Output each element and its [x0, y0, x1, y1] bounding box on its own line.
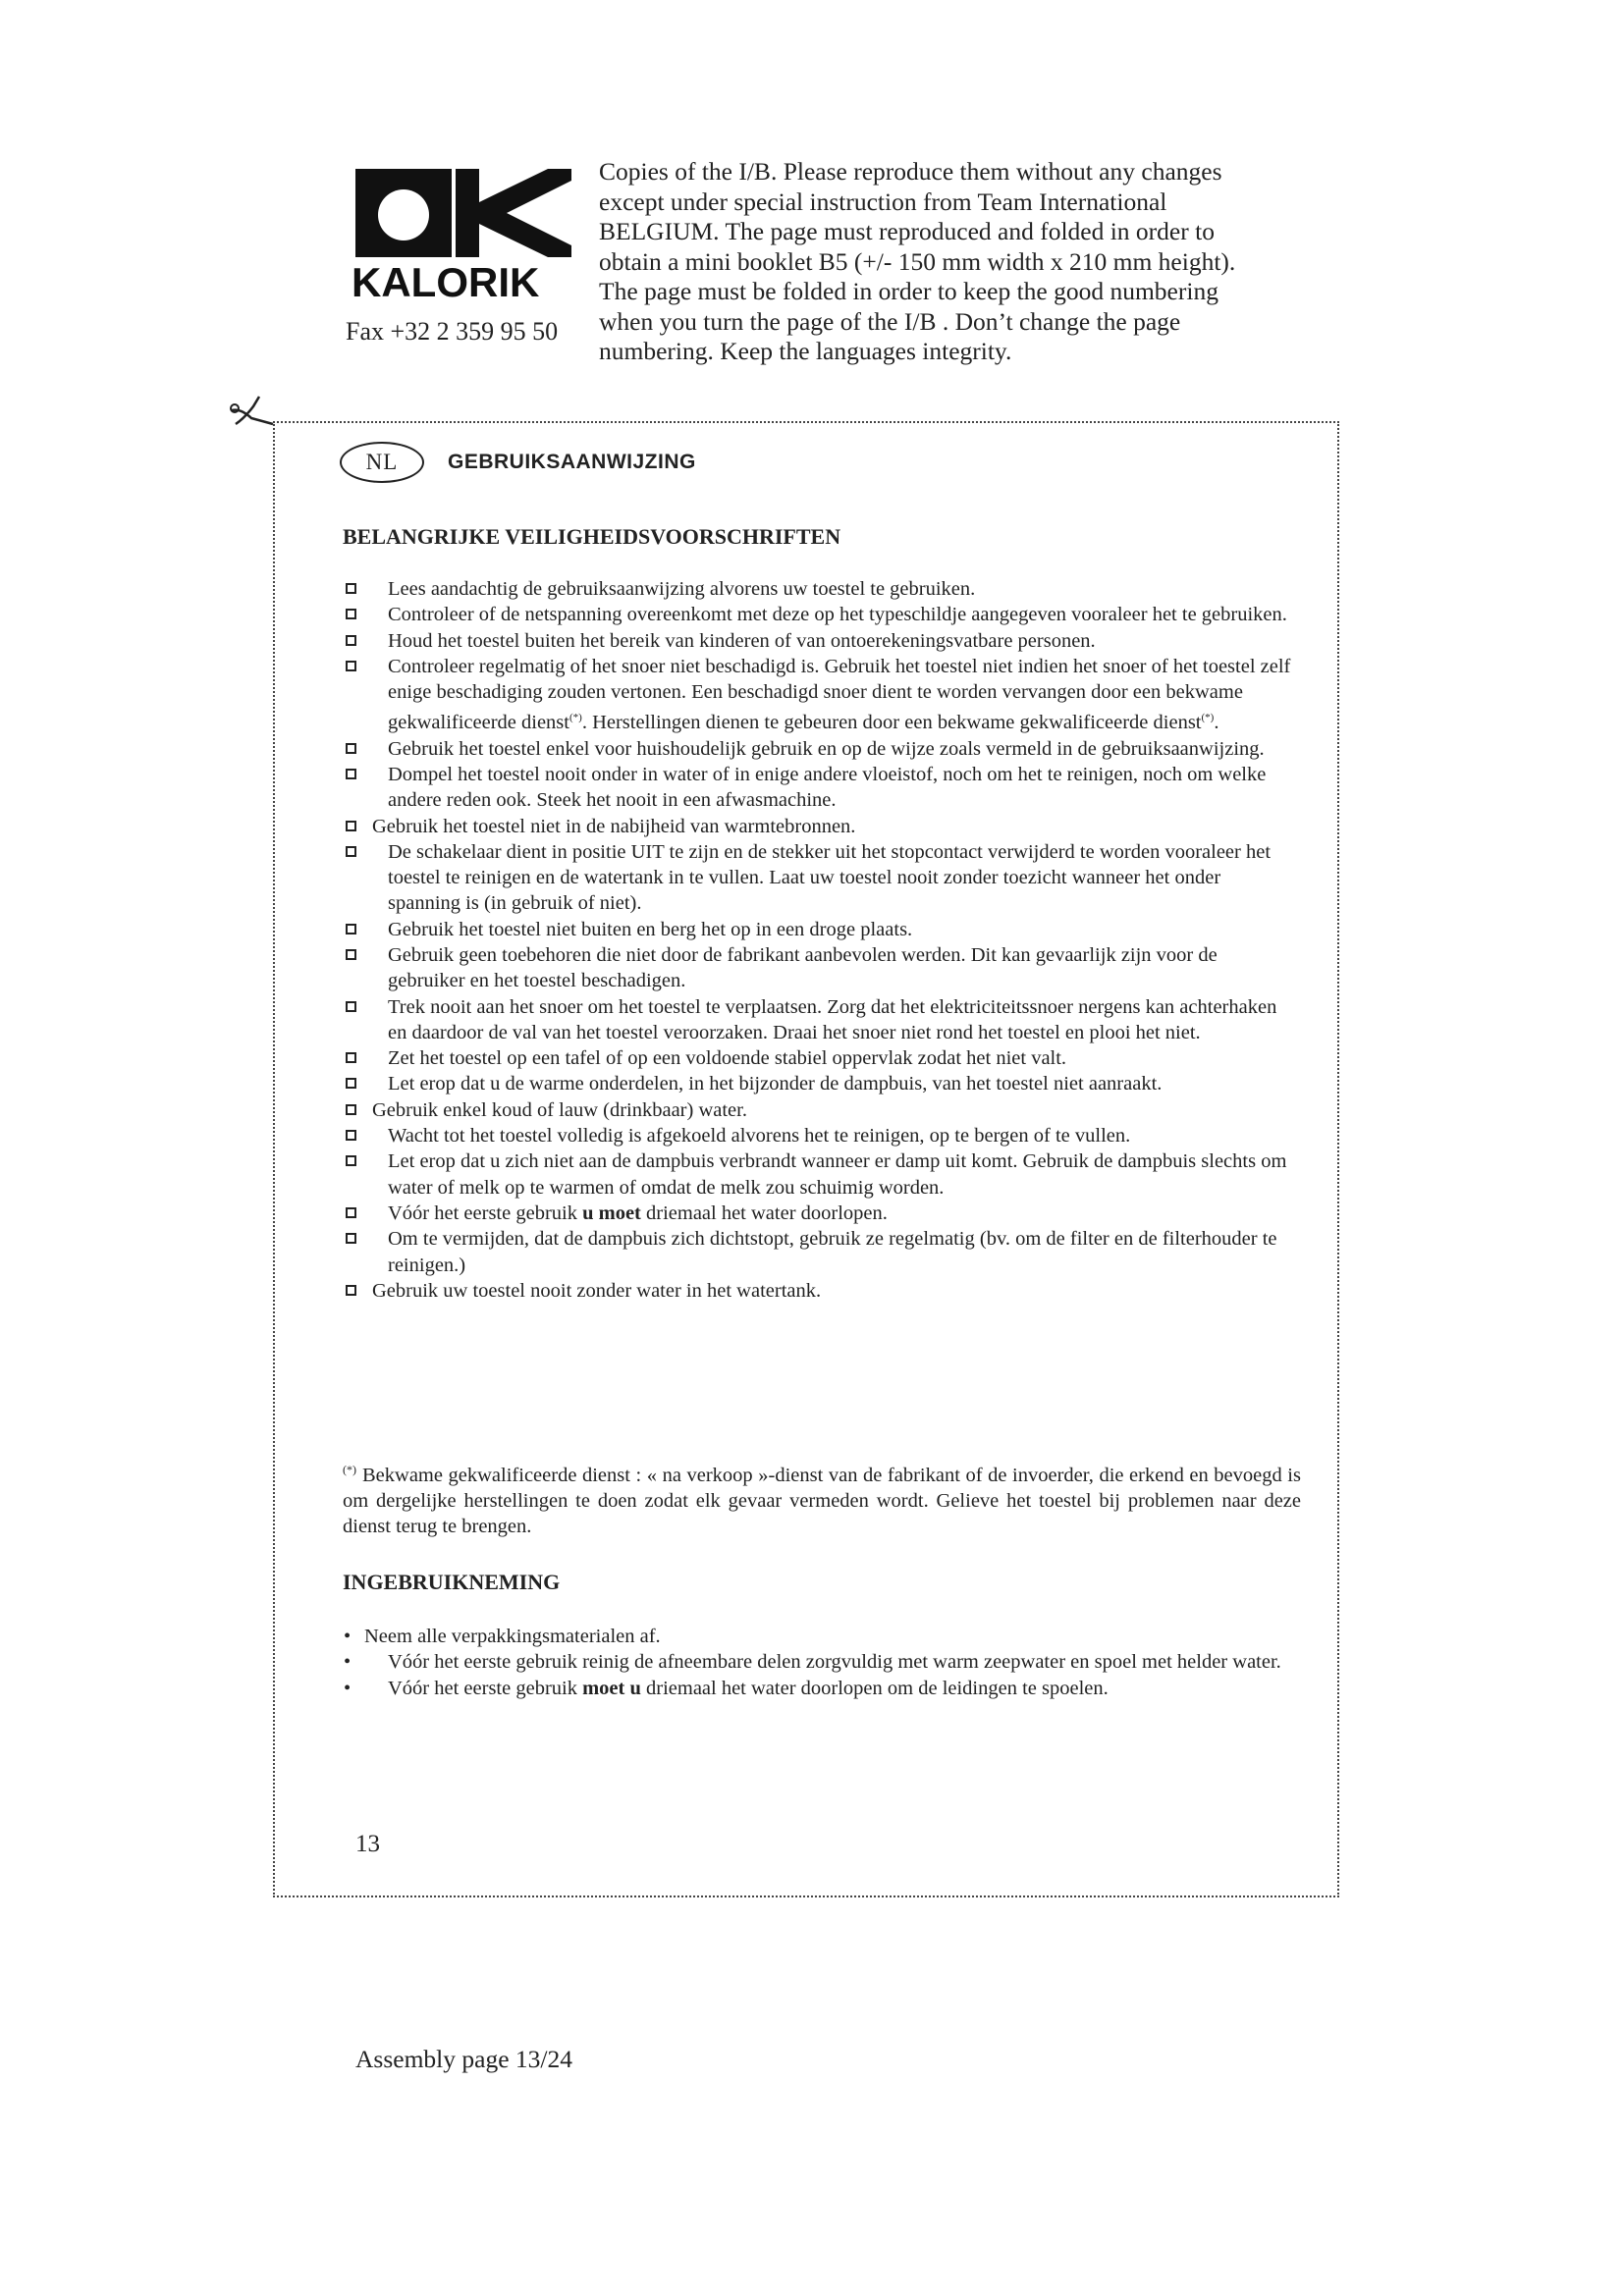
checkbox-icon — [346, 1001, 356, 1012]
note-line: Copies of the I/B. Please reproduce them without any changes — [599, 157, 1222, 186]
item-text: Vóór het eerste gebruik reinig de afneembare delen zorgvuldig met warm zeepwater en spoel met helder water. — [388, 1651, 1281, 1674]
bullet-icon: • — [344, 1626, 352, 1647]
item-text-end: . — [1214, 712, 1219, 734]
scissors-icon — [230, 395, 275, 430]
checkbox-icon — [346, 769, 356, 779]
item-text: Wacht tot het toestel volledig is afgekoeld alvorens het te reinigen, op te bergen of te vullen. — [388, 1125, 1131, 1148]
item-text-bold: moet u — [582, 1677, 641, 1699]
list-item — [343, 1071, 1295, 1096]
checkbox-icon — [346, 1104, 356, 1115]
list-item — [343, 1148, 1295, 1201]
list-item — [343, 654, 1295, 736]
checkbox-icon — [346, 1052, 356, 1063]
checkbox-icon — [346, 661, 356, 671]
item-text: Gebruik het toestel niet buiten en berg het op in een droge plaats. — [388, 918, 913, 940]
list-item — [343, 1201, 1295, 1226]
item-text: Trek nooit aan het snoer om het toestel te verplaatsen. Zorg dat het elektriciteitssnoer nergens kan achterhaken en daardoor de val van het toestel veroorzaken. Draai het snoer niet rond het toestel en plooi het niet. — [388, 995, 1277, 1043]
list-item — [343, 1624, 1285, 1649]
item-text: Gebruik enkel koud of lauw (drinkbaar) water. — [372, 1098, 747, 1121]
item-text: Controleer of de netspanning overeenkomt met deze op het typeschildje aangegeven vooraleer het te gebruiken. — [388, 604, 1287, 626]
assembly-page-label: Assembly page 13/24 — [355, 2045, 572, 2073]
item-text: Om te vermijden, dat de dampbuis zich dichtstopt, gebruik ze regelmatig (bv. om de filter en de filterhouder te reinigen.) — [388, 1228, 1277, 1276]
checkbox-icon — [346, 583, 356, 594]
item-text: Vóór het eerste gebruik — [388, 1677, 577, 1699]
kalorik-logo — [350, 167, 571, 300]
list-item — [343, 1097, 1295, 1123]
note-line: obtain a mini booklet B5 (+/- 150 mm width x 210 mm height). — [599, 246, 1236, 276]
checkbox-icon — [346, 846, 356, 857]
list-item — [343, 1676, 1285, 1701]
checkbox-icon — [346, 1207, 356, 1218]
list-item — [343, 628, 1295, 654]
start-list — [343, 1624, 1285, 1701]
note-line: numbering. Keep the languages integrity. — [599, 337, 1012, 365]
item-text: Gebruik uw toestel nooit zonder water in het watertank. — [372, 1279, 822, 1302]
list-item — [343, 1649, 1285, 1675]
checkbox-icon — [346, 821, 356, 831]
reproduction-note — [599, 157, 1276, 367]
footnote-mark: (*) — [343, 1463, 356, 1476]
item-text: Neem alle verpakkingsmaterialen af. — [364, 1626, 661, 1647]
checkbox-icon — [346, 924, 356, 934]
list-item — [343, 736, 1295, 762]
start-heading: INGEBRUIKNEMING — [343, 1570, 561, 1594]
item-text: Let erop dat u de warme onderdelen, in het bijzonder de dampbuis, van het toestel niet aanraakt. — [388, 1073, 1163, 1095]
list-item — [343, 1278, 1295, 1304]
note-line: when you turn the page of the I/B . Don’t change the page — [599, 306, 1181, 336]
item-text: Let erop dat u zich niet aan de dampbuis verbrandt wanneer er damp uit komt. Gebruik de dampbuis slechts om water of melk op te warmen of omdat de melk zou schuimig worden. — [388, 1150, 1287, 1199]
item-text: Gebruik het toestel niet in de nabijheid van warmtebronnen. — [372, 815, 856, 837]
logo-wordmark: KALORIK — [352, 259, 540, 300]
footnote — [343, 1457, 1301, 1540]
list-item — [343, 602, 1295, 627]
checkbox-icon — [346, 1155, 356, 1166]
manual-title: GEBRUIKSAANWIJZING — [448, 451, 696, 473]
list-item — [343, 994, 1295, 1046]
bullet-icon: • — [344, 1651, 352, 1674]
list-item — [343, 917, 1295, 942]
list-item — [343, 576, 1295, 602]
footnote-ref: (*) — [568, 712, 582, 724]
checkbox-icon — [346, 1233, 356, 1244]
safety-list — [343, 576, 1295, 1304]
safety-heading: BELANGRIJKE VEILIGHEIDSVOORSCHRIFTEN — [343, 524, 841, 549]
kalorik-logo-icon — [350, 167, 571, 300]
note-line: The page must be folded in order to keep the good numbering — [599, 277, 1218, 305]
fax-number: Fax +32 2 359 95 50 — [346, 317, 559, 346]
item-text-tail: driemaal het water doorlopen om de leidingen te spoelen. — [646, 1677, 1109, 1699]
footnote-ref: (*) — [1201, 712, 1215, 724]
list-item — [343, 814, 1295, 839]
note-line: BELGIUM. The page must reproduced and folded in order to — [599, 217, 1215, 245]
list-item — [343, 1226, 1295, 1278]
item-text: Dompel het toestel nooit onder in water of in enige andere vloeistof, noch om het te reinigen, noch om welke andere reden ook. Steek het nooit in een afwasmachine. — [388, 763, 1267, 812]
checkbox-icon — [346, 609, 356, 619]
note-line: except under special instruction from Team International — [599, 187, 1167, 216]
item-text: Gebruik geen toebehoren die niet door de fabrikant aanbevolen werden. Dit kan gevaarlijk zijn voor de gebruiker en het toestel beschadigen. — [388, 943, 1218, 992]
item-text-tail: . Herstellingen dienen te gebeuren door een bekwame gekwalificeerde dienst — [581, 712, 1202, 734]
footnote-text: Bekwame gekwalificeerde dienst : « na verkoop »-dienst van de fabrikant of de invoerder, die erkend en bevoegd is om dergelijke herstellingen te doen zodat elk gevaar vermeden wordt. Gelieve het toestel bij problemen naar deze dienst terug te brengen. — [343, 1464, 1301, 1538]
checkbox-icon — [346, 1078, 356, 1089]
checkbox-icon — [346, 635, 356, 646]
bullet-icon: • — [344, 1677, 352, 1699]
list-item — [343, 1045, 1295, 1071]
list-item — [343, 839, 1295, 917]
item-text: De schakelaar dient in positie UIT te zijn en de stekker uit het stopcontact verwijderd te worden vooraleer het toestel te reinigen en de watertank in te vullen. Laat uw toestel nooit zonder toezicht wanneer het onder spanning is (in gebruik of niet). — [388, 840, 1272, 915]
item-text: Lees aandachtig de gebruiksaanwijzing alvorens uw toestel te gebruiken. — [388, 578, 976, 600]
item-text-bold: u moet — [582, 1201, 641, 1224]
page-number: 13 — [355, 1831, 380, 1857]
item-text: Zet het toestel op een tafel of op een voldoende stabiel oppervlak zodat het niet valt. — [388, 1047, 1067, 1070]
item-text-tail: driemaal het water doorlopen. — [646, 1201, 888, 1224]
list-item — [343, 942, 1295, 994]
checkbox-icon — [346, 949, 356, 960]
item-text: Gebruik het toestel enkel voor huishoudelijk gebruik en op de wijze zoals vermeld in de gebruiksaanwijzing. — [388, 737, 1265, 760]
checkbox-icon — [346, 743, 356, 754]
language-header — [340, 440, 696, 485]
item-text: Controleer regelmatig of het snoer niet beschadigd is. Gebruik het toestel niet indien het snoer of het toestel zelf enige beschadiging zouden vertonen. Een beschadigd snoer dient te worden vervangen door een bekwame gekwalificeerde dienst — [388, 655, 1291, 734]
item-text: Vóór het eerste gebruik — [388, 1201, 577, 1224]
list-item — [343, 762, 1295, 814]
language-badge: NL — [340, 442, 424, 483]
checkbox-icon — [346, 1130, 356, 1141]
list-item — [343, 1123, 1295, 1148]
item-text: Houd het toestel buiten het bereik van kinderen of van ontoerekeningsvatbare personen. — [388, 629, 1096, 652]
checkbox-icon — [346, 1285, 356, 1296]
